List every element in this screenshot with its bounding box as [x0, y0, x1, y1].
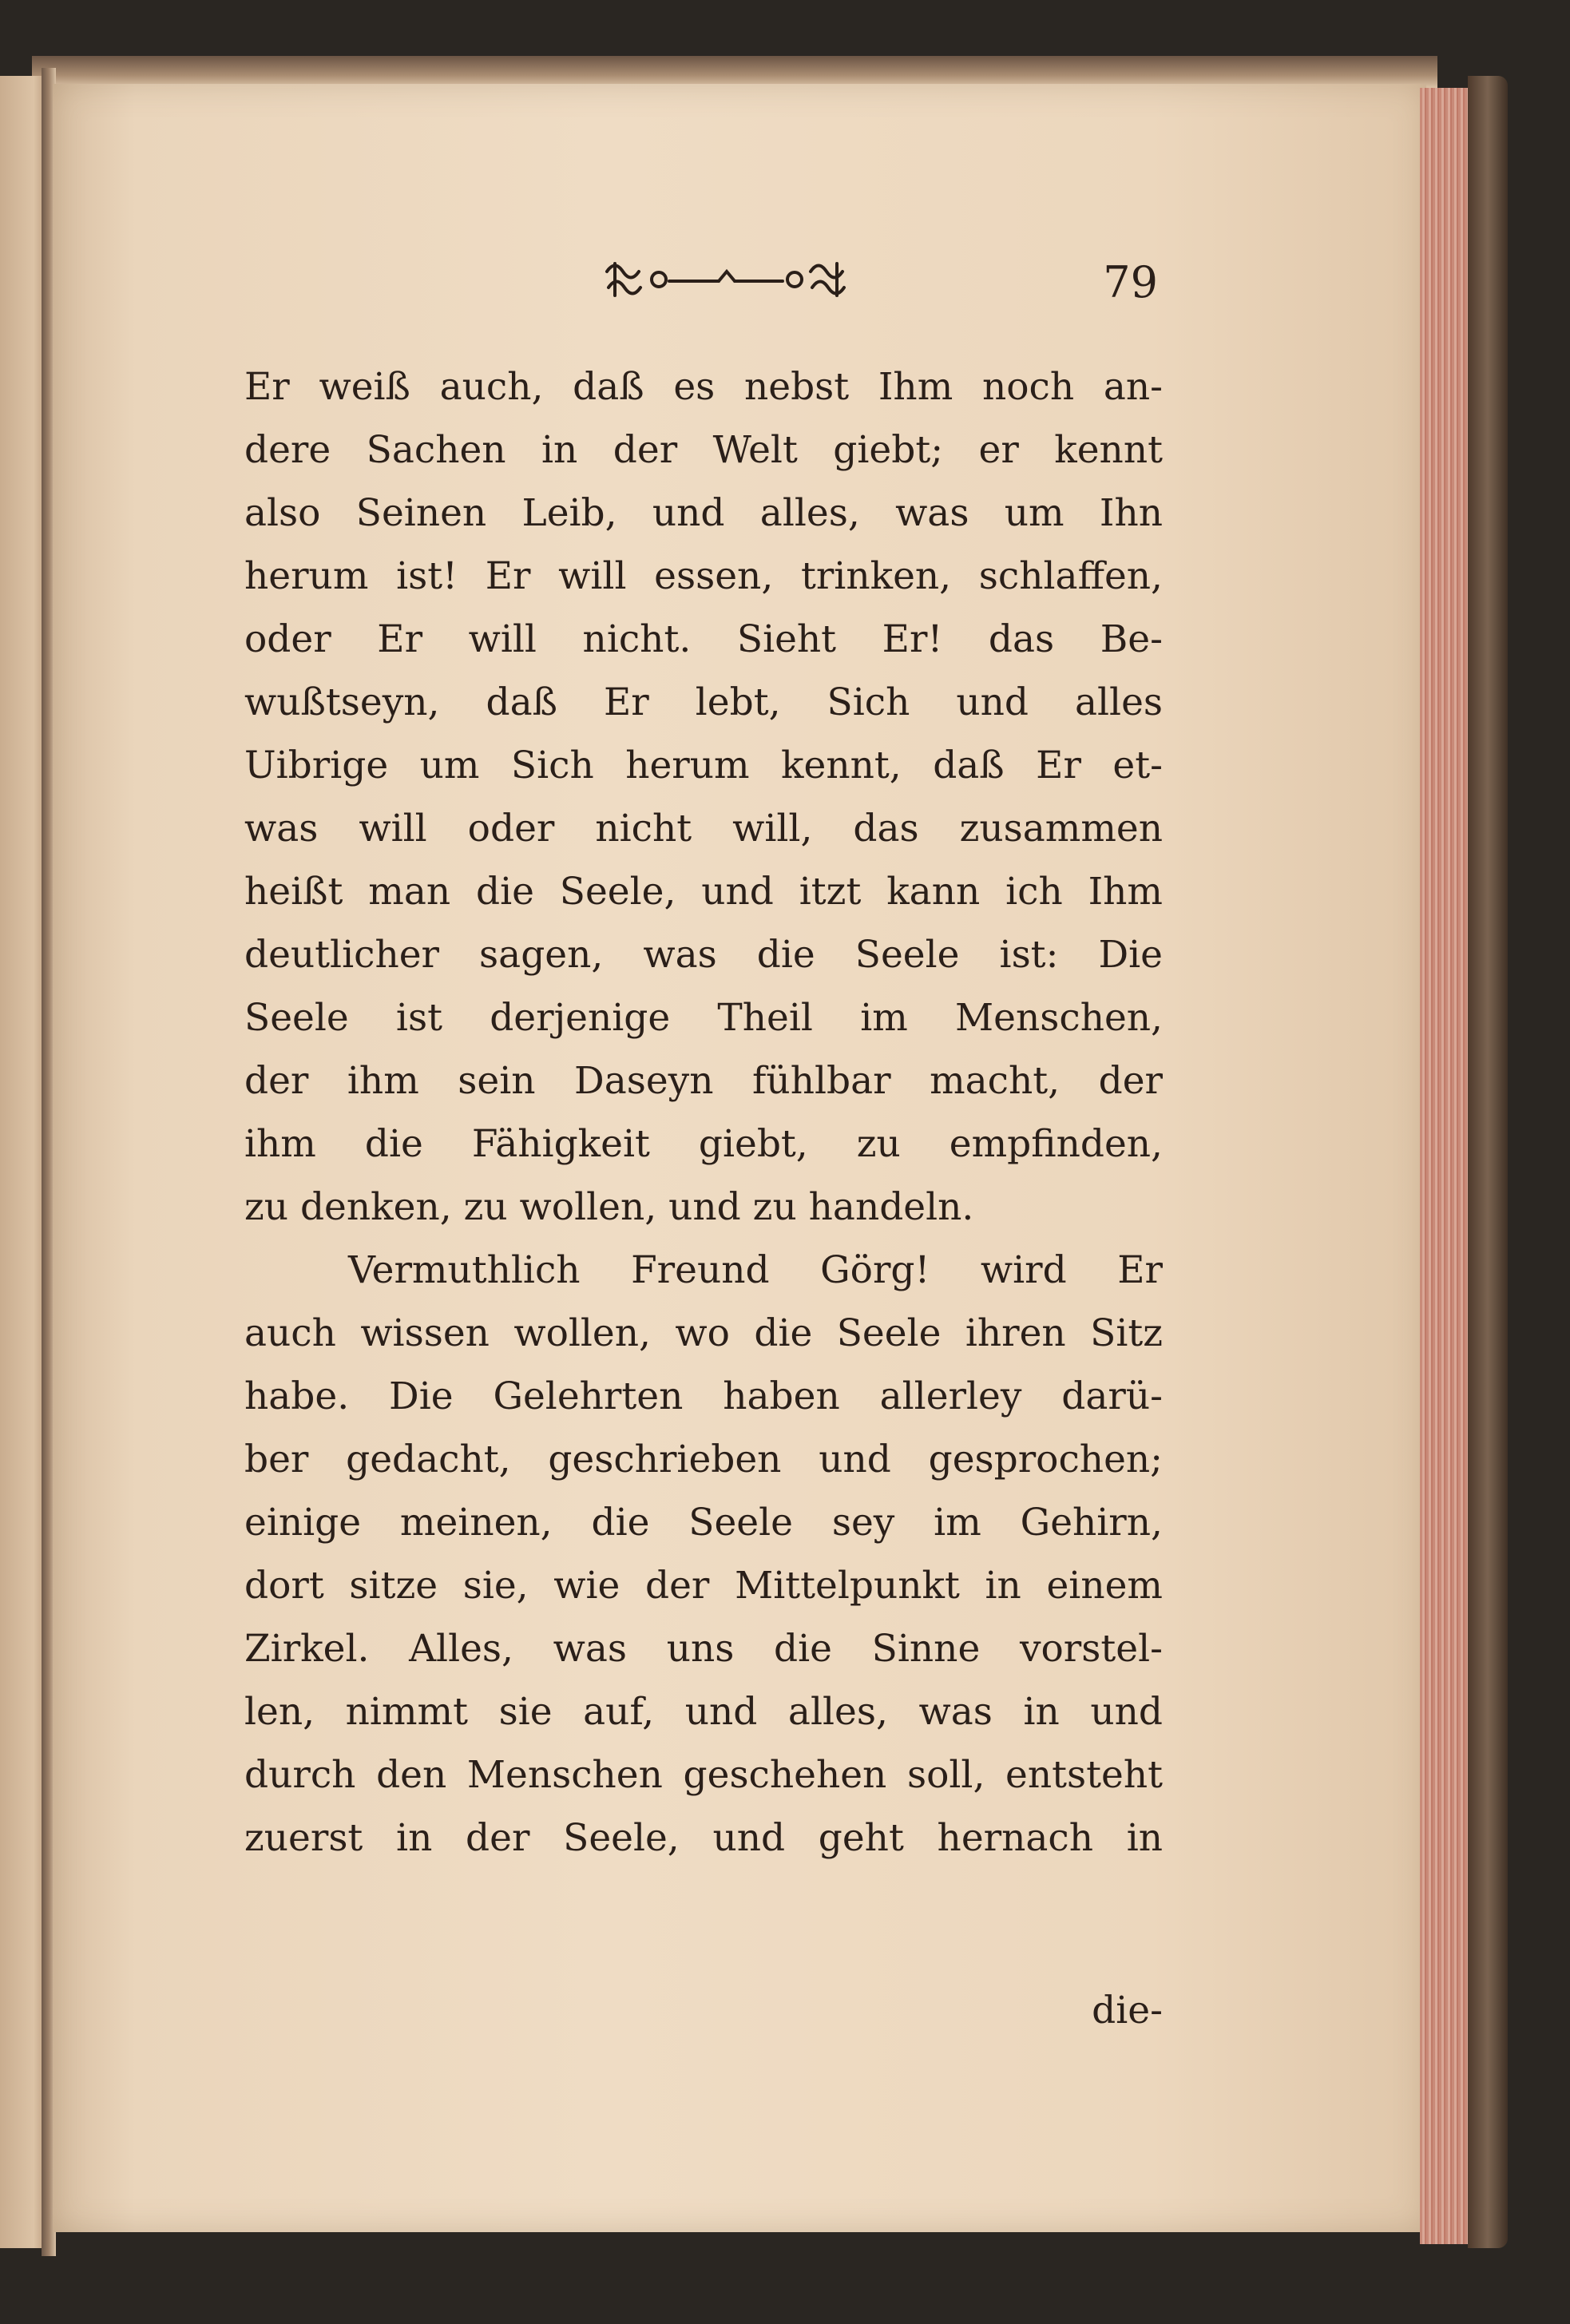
body-text	[244, 355, 1163, 1870]
text-line: der ihm sein Daseyn fühlbar macht, der	[244, 1059, 1163, 1103]
facing-page-edge	[0, 76, 48, 2248]
catchword: die-	[1092, 1989, 1163, 2033]
text-line: auch wissen wollen, wo die Seele ihren Sitz	[244, 1311, 1163, 1355]
ornamental-rule-icon	[591, 256, 862, 303]
text-line: dere Sachen in der Welt giebt; er kennt	[244, 428, 1163, 472]
text-line: oder Er will nicht. Sieht Er! das Be-	[244, 617, 1163, 661]
page-top-edge	[32, 56, 1437, 88]
book-cover	[1468, 76, 1508, 2248]
text-line: Vermuthlich Freund Görg! wird Er	[348, 1248, 1163, 1292]
page-fore-edge	[1420, 88, 1469, 2244]
text-line: also Seinen Leib, und alles, was um Ihn	[244, 491, 1163, 535]
text-line: habe. Die Gelehrten haben allerley darü-	[244, 1374, 1163, 1418]
text-line: Seele ist derjenige Theil im Menschen,	[244, 996, 1163, 1040]
text-line: zu denken, zu wollen, und zu handeln.	[244, 1185, 974, 1229]
text-line: was will oder nicht will, das zusammen	[244, 807, 1163, 851]
text-line: Er weiß auch, daß es nebst Ihm noch an-	[244, 365, 1163, 409]
text-line: einige meinen, die Seele sey im Gehirn,	[244, 1501, 1163, 1545]
text-line: Zirkel. Alles, was uns die Sinne vorstel-	[244, 1627, 1163, 1671]
text-line: heißt man die Seele, und itzt kann ich Ihm	[244, 870, 1163, 914]
text-line: len, nimmt sie auf, und alles, was in und	[244, 1690, 1163, 1734]
text-line: durch den Menschen geschehen soll, entsteht	[244, 1753, 1163, 1797]
text-line: deutlicher sagen, was die Seele ist: Die	[244, 933, 1163, 977]
text-line: wußtseyn, daß Er lebt, Sich und alles	[244, 680, 1163, 724]
text-line: ber gedacht, geschrieben und gesprochen;	[244, 1438, 1163, 1481]
text-line: dort sitze sie, wie der Mittelpunkt in einem	[244, 1564, 1163, 1608]
page-number: 79	[1103, 257, 1158, 307]
text-line: zuerst in der Seele, und geht hernach in	[244, 1816, 1163, 1860]
running-header	[264, 256, 1158, 311]
text-line: ihm die Fähigkeit giebt, zu empfinden,	[244, 1122, 1163, 1166]
text-line: Uibrige um Sich herum kennt, daß Er et-	[244, 744, 1163, 787]
text-line: herum ist! Er will essen, trinken, schlaffen,	[244, 554, 1163, 598]
